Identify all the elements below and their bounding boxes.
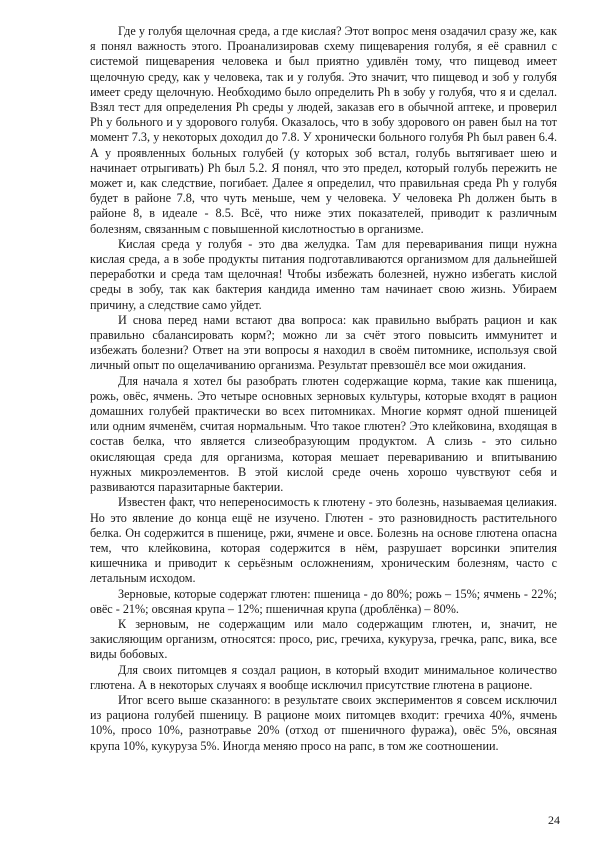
paragraph: Известен факт, что непереносимость к глютену - это болезнь, называемая целиакия. Но это явление до конца ещё не изучено. Глютен - это разновидность растительного белка. Он содержится в пшенице, ржи, ячмене и овсе. Болезнь на основе глютена опасна тем, что клейковина, которая содержится в нём, разрушает ворсинки эпителия кишечника и приводит к серьёзным осложнениям, хроническим болезням, часто с летальным исходом. bbox=[90, 495, 557, 586]
paragraph: Итог всего выше сказанного: в результате своих экспериментов я совсем исключил из рациона голубей пшеницу. В рационе моих питомцев входит: гречиха 40%, ячмень 10%, просо 10%, разнотравье 20% (отход от пшеничного фуража), овёс 5%, овсяная крупа 10%, кукуруза 5%. Иногда меняю просо на рапс, в том же соотношении. bbox=[90, 692, 557, 753]
paragraph: Для своих питомцев я создал рацион, в который входит минимальное количество глютена. А в некоторых случаях я вообще исключил присутствие глютена в рационе. bbox=[90, 662, 557, 692]
page-number: 24 bbox=[548, 813, 560, 827]
paragraph: К зерновым, не содержащим или мало содержащим глютен, и, значит, не закисляющим организм, относятся: просо, рис, гречиха, кукуруза, гречка, рапс, вика, все виды бобовых. bbox=[90, 616, 557, 662]
paragraph: Кислая среда у голубя - это два желудка. Там для переваривания пищи нужна кислая среда, а в зобе продукты питания подготавливаются организмом для дальнейшей переработки и среда там щелочная! Чтобы избежать болезней, нужно избегать кислой среды в зобу, так как бактерия кандида именно там начинает свою жизнь. Убираем причину, а следствие само уйдет. bbox=[90, 236, 557, 312]
paragraph: Зерновые, которые содержат глютен: пшеница - до 80%; рожь – 15%; ячмень - 22%; овёс - 21%; овсяная крупа – 12%; пшеничная крупа (дроблёнка) – 80%. bbox=[90, 586, 557, 616]
paragraph: Где у голубя щелочная среда, а где кислая? Этот вопрос меня озадачил сразу же, как я понял важность этого. Проанализировав схему пищеварения голубя, я её сравнил с системой пищеварения человека и был приятно удивлён тому, что пищевод имеет щелочную среду, как у человека, так и у голубя. Это значит, что пищевод и зоб у голубя имеет среду щелочную. Необходимо было определить Ph в зобу у голубя, что я и сделал. Взял тест для определения Ph среды у людей, заказав его в обычной аптеке, и проверил Ph у больного и у здорового голубя. Оказалось, что в зобу здорового он равен был на тот момент 7.3, у некоторых доходил до 7.8. У хронически больного голубя Ph был равен 6.4. А у проявленных больных голубей (у которых зоб встал, голубь вытягивает шею и начинает отрыгивать) Ph был 5.2. Я понял, что это предел, который голубь пережить не может и, как следствие, погибает. Далее я определил, что правильная среда Ph у голубя будет в районе 7.8, что чуть меньше, чем у человека. У человека Ph должен быть в районе 8, в идеале - 8.5. Всё, что ниже этих показателей, приводит к различным болезням, связанным с повышенной кислотностью в организме. bbox=[90, 24, 557, 236]
paragraph: Для начала я хотел бы разобрать глютен содержащие корма, такие как пшеница, рожь, овёс, ячмень. Это четыре основных зерновых культуры, которые входят в рацион домашних голубей практически во всех питомниках. Многие кормят одной пшеницей или одним ячменём, считая нормальным. Что такое глютен? Это клейковина, входящая в состав белка, что является слизеобразующим продуктом. А слизь - это сильно окисляющая среда для организма, которая мешает перевариванию и впитыванию нужных микроэлементов. В этой кислой среде очень хорошо чувствуют себя и развиваются паразитарные бактерии. bbox=[90, 373, 557, 495]
paragraph: И снова перед нами встают два вопроса: как правильно выбрать рацион и как правильно сбалансировать корм?; можно ли за счёт этого повысить иммунитет и избежать болезни? Ответ на эти вопросы я находил в своём питомнике, используя свой личный опыт по ощелачиванию организма. Результат превзошёл все мои ожидания. bbox=[90, 312, 557, 373]
body-text bbox=[90, 24, 557, 754]
